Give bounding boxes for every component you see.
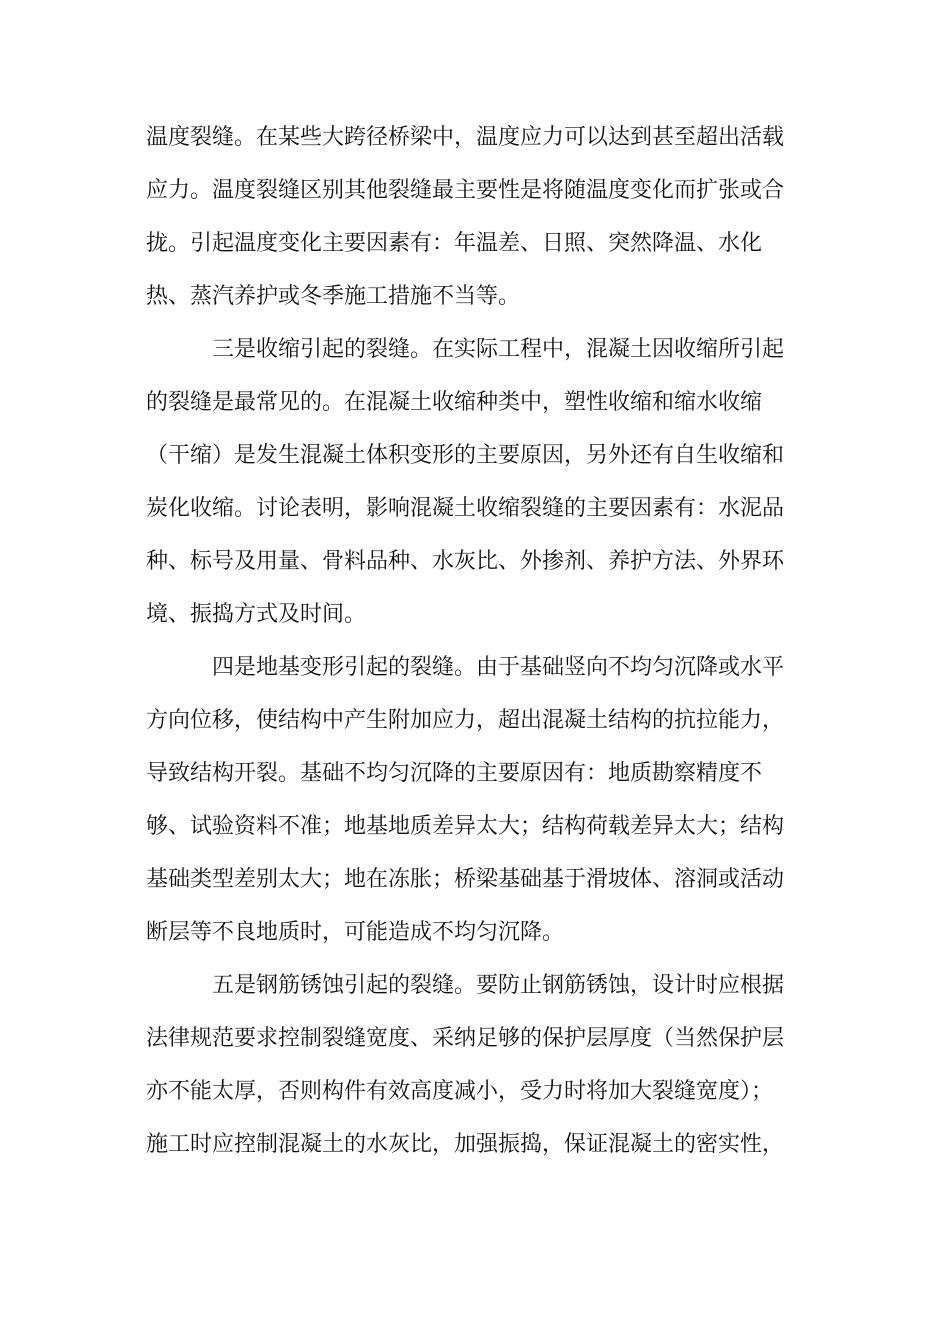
paragraph-temperature-cracks (146, 111, 806, 323)
text-line: 炭化收缩。讨论表明，影响混凝土收缩裂缝的主要因素有：水泥品 (146, 496, 785, 521)
text-line: 五是钢筋锈蚀引起的裂缝。要防止钢筋锈蚀，设计时应根据 (212, 973, 785, 998)
body-text (146, 111, 806, 1171)
paragraph-foundation-cracks (146, 641, 806, 959)
paragraph-shrinkage-cracks (146, 323, 806, 641)
text-line: 够、试验资料不准；地基地质差异太大；结构荷载差异太大；结构 (146, 814, 785, 839)
text-line: 断层等不良地质时，可能造成不均匀沉降。 (146, 920, 565, 945)
text-line: 温度裂缝。在某些大跨径桥梁中，温度应力可以达到甚至超出活载 (146, 125, 785, 150)
text-line: 导致结构开裂。基础不均匀沉降的主要原因有：地质勘察精度不 (146, 761, 763, 786)
text-line: 法律规范要求控制裂缝宽度、采纳足够的保护层厚度（当然保护层 (146, 1026, 785, 1051)
text-line: 拢。引起温度变化主要因素有：年温差、日照、突然降温、水化 (146, 231, 763, 256)
text-line: 热、蒸汽养护或冬季施工措施不当等。 (146, 284, 521, 309)
text-line: 四是地基变形引起的裂缝。由于基础竖向不均匀沉降或水平 (212, 655, 785, 680)
text-line: 三是收缩引起的裂缝。在实际工程中，混凝土因收缩所引起 (212, 337, 785, 362)
text-line: 应力。温度裂缝区别其他裂缝最主要性是将随温度变化而扩张或合 (146, 178, 785, 203)
text-line: 施工时应控制混凝土的水灰比，加强振捣，保证混凝土的密实性， (146, 1132, 785, 1157)
text-line: 基础类型差别太大；地在冻胀；桥梁基础基于滑坡体、溶洞或活动 (146, 867, 785, 892)
text-line: 境、振捣方式及时间。 (146, 602, 367, 627)
text-line: 种、标号及用量、骨料品种、水灰比、外掺剂、养护方法、外界环 (146, 549, 785, 574)
text-line: 方向位移，使结构中产生附加应力，超出混凝土结构的抗拉能力， (146, 708, 785, 733)
text-line: 亦不能太厚，否则构件有效高度减小，受力时将加大裂缝宽度）； (146, 1079, 774, 1104)
paragraph-corrosion-cracks (146, 959, 806, 1171)
text-line: （干缩）是发生混凝土体积变形的主要原因，另外还有自生收缩和 (146, 443, 785, 468)
text-line: 的裂缝是最常见的。在混凝土收缩种类中，塑性收缩和缩水收缩 (146, 390, 763, 415)
